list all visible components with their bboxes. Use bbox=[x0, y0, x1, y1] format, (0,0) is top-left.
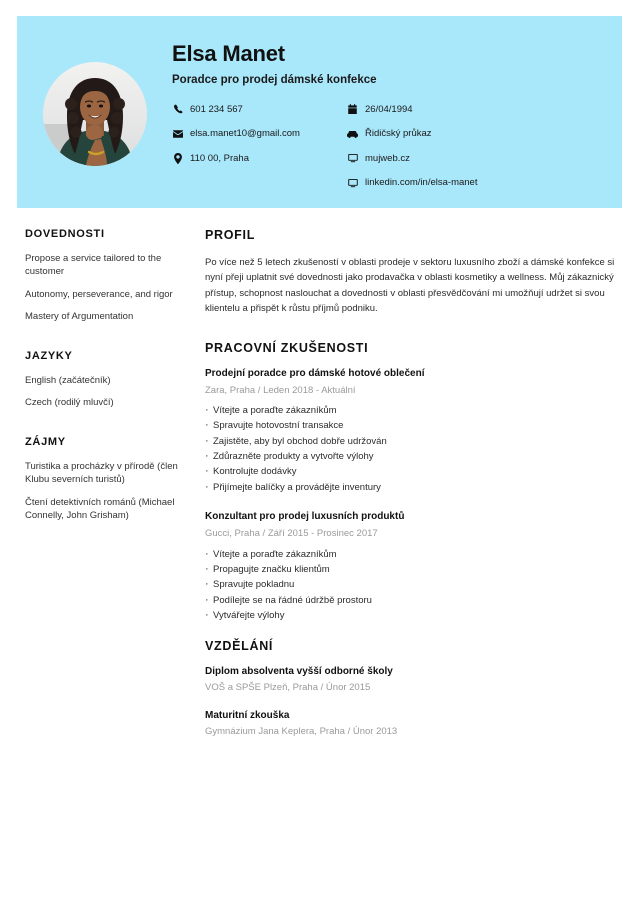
list-item: · Propagujte značku klientům bbox=[205, 562, 615, 577]
education-entry-meta: Gymnázium Jana Keplera, Praha / Únor 2013 bbox=[205, 726, 398, 738]
experience-entry-bullets bbox=[205, 547, 615, 624]
education-entry-meta: VOŠ a SPŠE Plzeň, Praha / Únor 2015 bbox=[205, 682, 371, 694]
contact-details bbox=[172, 104, 612, 202]
list-item: · Podílejte se na řádné údržbě prostoru bbox=[205, 593, 615, 608]
contact-address[interactable] bbox=[172, 153, 347, 164]
location-pin-icon bbox=[172, 153, 183, 164]
contact-website[interactable] bbox=[347, 153, 577, 164]
phone-icon bbox=[172, 104, 183, 115]
contact-driving-licence-value: Řidičský průkaz bbox=[365, 128, 432, 140]
list-item: Propose a service tailored to the customer bbox=[25, 253, 162, 278]
envelope-icon bbox=[172, 128, 183, 139]
education-entry bbox=[205, 710, 615, 737]
experience-entry-bullets bbox=[205, 403, 615, 495]
sidebar-section-interests bbox=[25, 436, 185, 523]
experience-entry bbox=[205, 368, 615, 496]
list-item: · Vytvářejte výlohy bbox=[205, 608, 615, 623]
experience-entry-meta: Zara, Praha / Leden 2018 - Aktuální bbox=[205, 384, 356, 396]
experience-heading: PRACOVNÍ ZKUŠENOSTI bbox=[205, 340, 369, 355]
education-entry-title: Maturitní zkouška bbox=[205, 710, 290, 722]
portrait-photo bbox=[43, 62, 147, 166]
job-title: Poradce pro prodej dámské konfekce bbox=[172, 74, 377, 87]
languages-heading: JAZYKY bbox=[25, 349, 73, 362]
contact-email[interactable] bbox=[172, 128, 347, 139]
avatar bbox=[43, 62, 147, 166]
list-item: · Spravujte pokladnu bbox=[205, 577, 615, 592]
list-item: Autonomy, perseverance, and rigor bbox=[25, 288, 173, 300]
list-item: · Kontrolujte dodávky bbox=[205, 464, 615, 479]
education-heading: VZDĚLÁNÍ bbox=[205, 639, 274, 654]
contact-email-value: elsa.manet10@gmail.com bbox=[190, 128, 300, 140]
section-experience bbox=[205, 341, 615, 624]
contact-linkedin[interactable] bbox=[347, 177, 577, 188]
profile-heading: PROFIL bbox=[205, 228, 256, 242]
contact-driving-licence bbox=[347, 128, 577, 139]
car-icon bbox=[347, 128, 358, 139]
sidebar-section-skills bbox=[25, 228, 185, 324]
contact-column-left bbox=[172, 104, 347, 202]
sidebar bbox=[25, 228, 185, 549]
contact-phone-value: 601 234 567 bbox=[190, 103, 243, 115]
section-profile bbox=[205, 228, 615, 317]
list-item: · Spravujte hotovostní transakce bbox=[205, 418, 615, 433]
list-item: English (začátečník) bbox=[25, 374, 111, 386]
contact-phone[interactable] bbox=[172, 104, 347, 115]
monitor-icon bbox=[347, 177, 358, 188]
contact-address-value: 110 00, Praha bbox=[190, 152, 249, 164]
list-item: · Zdůrazněte produkty a vytvořte výlohy bbox=[205, 449, 615, 464]
contact-website-value: mujweb.cz bbox=[365, 152, 410, 164]
monitor-icon bbox=[347, 153, 358, 164]
interests-heading: ZÁJMY bbox=[25, 435, 66, 448]
list-item: Čtení detektivních románů (Michael Connelly, John Grisham) bbox=[25, 496, 175, 522]
page-title: Elsa Manet bbox=[172, 41, 285, 66]
list-item: · Vítejte a poraďte zákazníkům bbox=[205, 403, 615, 418]
main-content bbox=[205, 228, 615, 754]
contact-linkedin-value: linkedin.com/in/elsa-manet bbox=[365, 177, 478, 189]
list-item: Turistika a procházky v přírodě (člen Klubu severních turistů) bbox=[25, 460, 178, 486]
profile-text: Po více než 5 letech zkušeností v oblasti prodeje v sektoru luxusního zboží a dámské konfekce si nyní přeji uplatnit své dovednosti jako prodavačka v oblasti kosmetiky a wellness. Můj zákaznický přístup, schopnost naslouchat a dovednosti v oblasti přesvědčování mi umožňují udržet si svou klientelu a přispět k růstu příjmů podniku. bbox=[205, 257, 615, 315]
list-item: Czech (rodilý mluvčí) bbox=[25, 397, 114, 409]
education-entry-title: Diplom absolventa vyšší odborné školy bbox=[205, 666, 393, 678]
contact-column-right bbox=[347, 104, 577, 202]
section-education bbox=[205, 639, 615, 737]
list-item: · Přijímejte balíčky a provádějte inventury bbox=[205, 480, 615, 495]
list-item: Mastery of Argumentation bbox=[25, 311, 134, 323]
sidebar-section-languages bbox=[25, 350, 185, 410]
skills-heading: DOVEDNOSTI bbox=[25, 228, 105, 240]
calendar-icon bbox=[347, 104, 358, 115]
list-item: · Vítejte a poraďte zákazníkům bbox=[205, 547, 615, 562]
experience-entry-title: Konzultant pro prodej luxusních produktů bbox=[205, 511, 405, 523]
contact-birthdate bbox=[347, 104, 577, 115]
contact-birthdate-value: 26/04/1994 bbox=[365, 103, 413, 115]
education-entry bbox=[205, 666, 615, 693]
experience-entry bbox=[205, 511, 615, 623]
experience-entry-title: Prodejní poradce pro dámské hotové oblečení bbox=[205, 367, 425, 379]
resume-header-banner bbox=[17, 16, 622, 208]
list-item: · Zajistěte, aby byl obchod dobře udržován bbox=[205, 434, 615, 449]
experience-entry-meta: Gucci, Praha / Září 2015 - Prosinec 2017 bbox=[205, 528, 378, 540]
header-text-block bbox=[172, 42, 612, 202]
